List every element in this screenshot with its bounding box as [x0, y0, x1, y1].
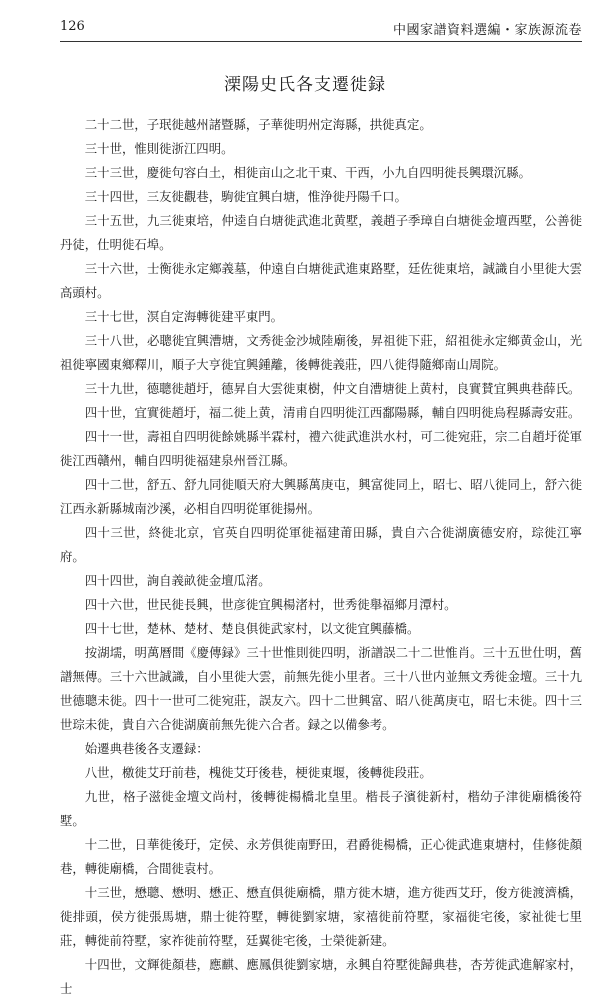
paragraph: 四十三世，終徙北京，官英自四明從軍徙福建莆田縣，貴自六合徙湖廣德安府，琮徙江寧府。 [60, 525, 582, 564]
paragraph: 四十七世，楚林、楚材、楚良俱徙武家村，以文徙宜興藤橋。 [84, 621, 420, 636]
paragraph: 四十一世，壽祖自四明徙餘姚縣半霖村，禮六徙武進洪水村，可二徙宛莊，宗二自趙圩從軍徙江西贛州，輔自四明徙福建泉州晉江縣。 [60, 429, 582, 468]
paragraph: 三十四世，三友徙觀巷，駒徙宜興白塘，惟浄徙丹陽千口。 [84, 189, 407, 204]
paragraph: 三十世，惟則徙浙江四明。 [84, 141, 234, 156]
paragraph: 四十二世，舒五、舒九同徙順天府大興縣萬庚屯，興富徙同上，昭七、昭八徙同上，舒六徙江西永新縣城南沙溪，必相自四明從軍徙揚州。 [60, 477, 582, 516]
paragraph: 始遷典巷後各支遷録： [84, 741, 209, 756]
body-text [60, 113, 582, 1001]
paragraph: 十二世，日華徙後玗，定侯、永芳俱徙南野田，君爵徙楊橋，正心徙武進東塘村，佳修徙顏巷，轉徙廟橋，合間徙袁村。 [60, 837, 582, 876]
paragraph: 三十七世，溟自定海轉徙建平東門。 [84, 309, 284, 324]
paragraph: 四十六世，世民徙長興，世彦徙宜興楊渚村，世秀徙舉福鄉月潭村。 [84, 597, 457, 612]
running-title: 中國家譜資料選編・家族源流卷 [392, 23, 582, 38]
header-rule [60, 41, 582, 42]
paragraph: 四十四世，詢自義畝徙金壇瓜渚。 [84, 573, 271, 588]
paragraph: 按湖壖，明萬曆間《慶傳録》三十世惟則徙四明，浙譜誤二十二世惟肖。三十五世仕明，舊譜無傳。三十六世誠識，自小里徙大雲，前無先徙小里者。三十八世内並無文秀徙金壇。三十九世德聰未徙。四十一世可二徙宛莊，誤友六。四十二世興富、昭八徙萬庚屯，昭七未徙。四十三世琮未徙，貴自六合徙湖廣前無先徙六合者。録之以備參考。 [60, 645, 582, 732]
section-title: 溧陽史氏各支遷徙録 [224, 75, 386, 95]
paragraph: 三十五世，九三徙東培，仲逵自白塘徙武進北黄墅，義趙子季璋自白塘徙金壇西墅，公善徙丹徒，仕明徙石埠。 [60, 213, 582, 252]
paragraph: 四十世，宜實徙趙圩，福二徙上黄，清甫自四明徙江西鄱陽縣，輔自四明徙烏程縣壽安莊。 [84, 405, 581, 420]
paragraph: 八世，檄徙艾玗前巷，槐徙艾玗後巷，梗徙東堰，後轉徙段莊。 [84, 765, 432, 780]
page-header [60, 17, 582, 39]
paragraph: 二十二世，子珉徙越州諸暨縣，子華徙明州定海縣，拱徙真定。 [84, 117, 432, 132]
paragraph: 十三世，懋聰、懋明、懋正、懋直俱徙廟橋，鼎方徙木塘，進方徙西艾玗，俊方徙渡濟橋，徙排頭，侯方徙張馬塘，鼎士徙符墅，轉徙劉家塘，家禧徙前符墅，家福徙宅後，家祉徙七里莊，轉徙前符墅，家祚徙前符墅，廷翼徙宅後，士榮徙新建。 [60, 885, 582, 948]
paragraph: 三十八世，必聰徙宜興漕塘，文秀徙金沙城陸廟後，昇祖徙下莊，紹祖徙永定鄉黄金山，光祖徙寧國東鄉釋川，順子大亨徙宜興鍾離，後轉徙義莊，四八徙得隨鄉南山周院。 [60, 333, 582, 372]
page-number: 126 [60, 19, 85, 34]
paragraph: 十四世，文輝徙顏巷，應麒、應鳳俱徙劉家塘，永興自符墅徙歸典巷，杏芳徙武進解家村，士 [60, 957, 582, 996]
paragraph: 九世，格子滋徙金壇文尚村，後轉徙楊橋北皇里。楷長子濱徙新村，楷幼子津徙廟橋後符墅。 [60, 789, 582, 828]
paragraph: 三十九世，德聰徙趙圩，德昇自大雲徙東樹，仲文自漕塘徙上黄村，良實賛宜興典巷薛氏。 [84, 381, 581, 396]
paragraph: 三十六世，士衡徙永定鄉義墓，仲遠自白塘徙武進東路墅，廷佐徙東培，誠識自小里徙大雲高頭村。 [60, 261, 582, 300]
paragraph: 三十三世，慶徙句容白土，相徙亩山之北干東、干西，小九自四明徙長興環沉縣。 [84, 165, 531, 180]
